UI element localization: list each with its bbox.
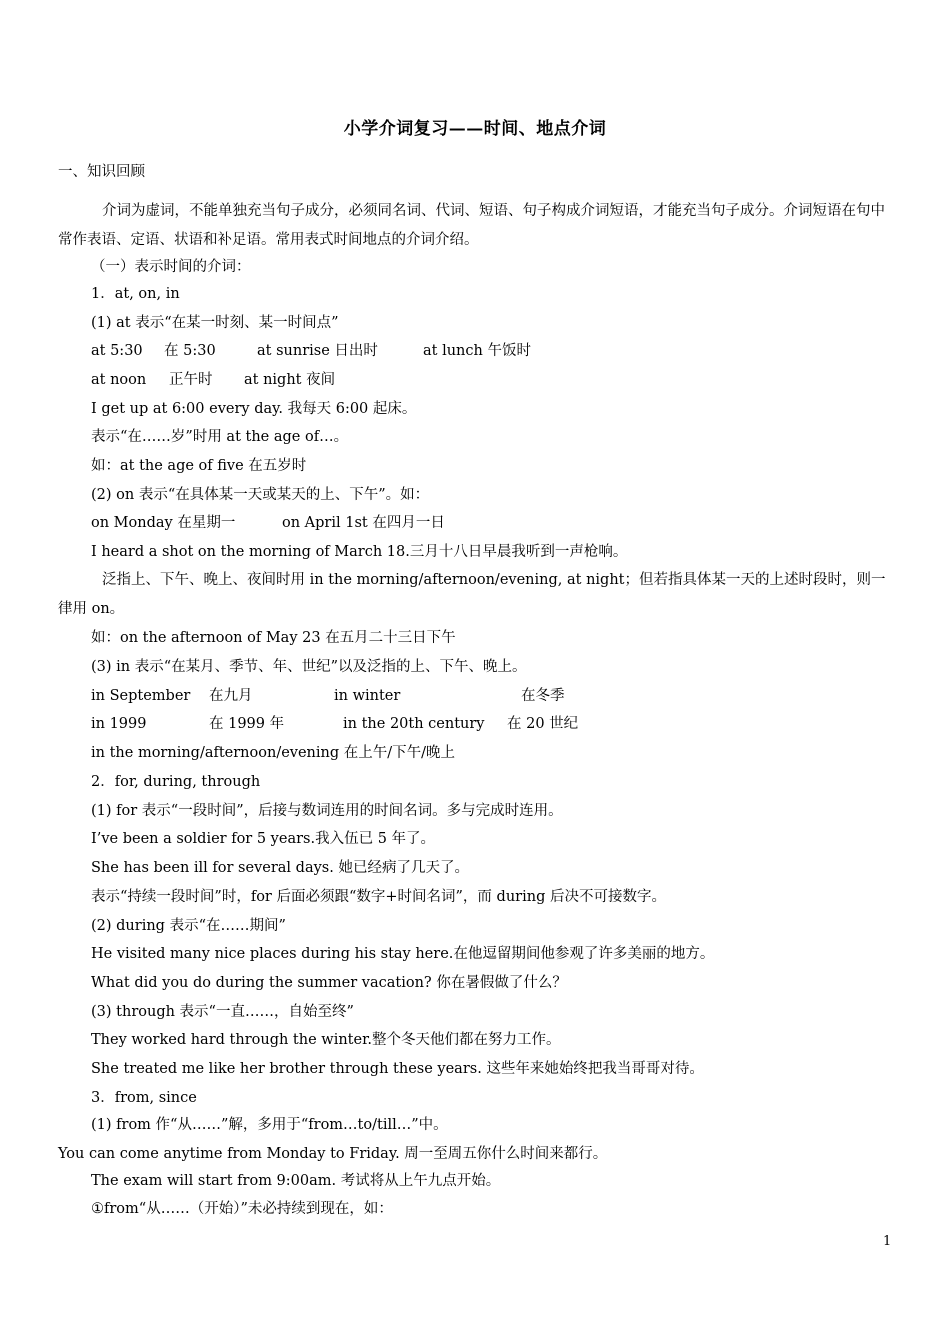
age-example: 如：at the age of five 在五岁时: [91, 458, 307, 474]
during-example-1: He visited many nice places during his stay here.在他逗留期间他参观了许多美丽的地方。: [91, 946, 715, 962]
example-en: at 5:30: [91, 343, 143, 359]
general-usage-paragraph: 泛指上、下午、晚上、夜间时用 in the morning/afternoon/evening, at night；但若指具体某一天的上述时段时，则一律用 on。: [58, 572, 886, 617]
from-note: ①from“从……（开始）”未必持续到现在，如：: [91, 1201, 393, 1217]
heading-from-since: 3．from, since: [91, 1090, 197, 1106]
intro-paragraph: 介词为虚词，不能单独充当句子成分，必须同名词、代词、短语、句子构成介词短语，才能充当句子成分。介词短语在句中常作表语、定语、状语和补足语。常用表式时间地点的介词介绍。: [58, 203, 885, 248]
section-heading: 一、知识回顾: [58, 164, 145, 180]
from-example-1: You can come anytime from Monday to Friday. 周一至周五你什么时间来都行。: [58, 1146, 608, 1162]
page-number: 1: [883, 1234, 892, 1249]
in-examples-row-1: [91, 686, 611, 706]
in-definition: (3) in 表示“在某月、季节、年、世纪”以及泛指的上、下午、晚上。: [91, 659, 527, 675]
for-example-1: I’ve been a soldier for 5 years.我入伍已 5 年了。: [91, 831, 436, 847]
example-en: in 1999: [91, 716, 147, 732]
during-definition: (2) during 表示“在……期间”: [91, 918, 286, 934]
example: at night 夜间: [244, 372, 336, 388]
on-definition: (2) on 表示“在具体某一天或某天的上、下午”。如：: [91, 487, 430, 503]
example-cn: 在 5:30: [164, 343, 216, 359]
at-examples-row-1: [91, 341, 651, 361]
during-example-2: What did you do during the summer vacation? 你在暑假做了什么？: [91, 975, 567, 991]
at-definition: (1) at 表示“在某一时刻、某一时间点”: [91, 315, 339, 331]
for-example-2: She has been ill for several days. 她已经病了几天了。: [91, 860, 469, 876]
in-examples-row-2: [91, 714, 611, 734]
on-example-2: 如：on the afternoon of May 23 在五月二十三日下午: [91, 630, 456, 646]
in-example-3: in the morning/afternoon/evening 在上午/下午/晚上: [91, 745, 456, 761]
at-sentence: I get up at 6:00 every day. 我每天 6:00 起床。: [91, 401, 417, 417]
subsection-heading: （一）表示时间的介词：: [91, 259, 251, 275]
example-cn: 在 20 世纪: [507, 716, 579, 732]
age-definition: 表示“在……岁”时用 at the age of…。: [91, 429, 349, 445]
example-cn: 在 1999 年: [209, 716, 285, 732]
through-example-1: They worked hard through the winter.整个冬天他们都在努力工作。: [91, 1032, 561, 1048]
example: at lunch 午饭时: [423, 343, 531, 359]
example-cn: 在九月: [209, 688, 253, 704]
heading-at-on-in: 1．at, on, in: [91, 286, 180, 302]
from-example-2: The exam will start from 9:00am. 考试将从上午九点开始。: [91, 1173, 501, 1189]
example-en: in the 20th century: [343, 716, 485, 732]
on-examples-row: [91, 513, 491, 533]
example-cn: 在冬季: [521, 688, 565, 704]
through-definition: (3) through 表示“一直……，自始至终”: [91, 1004, 354, 1020]
example: at sunrise 日出时: [257, 343, 378, 359]
heading-for-during-through: 2．for, during, through: [91, 774, 261, 790]
example-en: in September: [91, 688, 191, 704]
at-examples-row-2: [91, 370, 491, 390]
example: on Monday 在星期一: [91, 515, 236, 531]
for-definition: (1) for 表示“一段时间”，后接与数词连用的时间名词。多与完成时连用。: [91, 803, 563, 819]
example-en: in winter: [334, 688, 401, 704]
example-cn: 正午时: [169, 372, 213, 388]
from-definition: (1) from 作“从……”解，多用于“from…to/till…”中。: [91, 1117, 448, 1133]
example: on April 1st 在四月一日: [282, 515, 445, 531]
document-title: 小学介词复习——时间、地点介词: [343, 119, 607, 139]
example-en: at noon: [91, 372, 147, 388]
for-note: 表示“持续一段时间”时，for 后面必须跟“数字+时间名词”，而 during 后决不可接数字。: [91, 889, 666, 905]
through-example-2: She treated me like her brother through these years. 这些年来她始终把我当哥哥对待。: [91, 1061, 704, 1077]
on-sentence: I heard a shot on the morning of March 18.三月十八日早晨我听到一声枪响。: [91, 544, 628, 560]
